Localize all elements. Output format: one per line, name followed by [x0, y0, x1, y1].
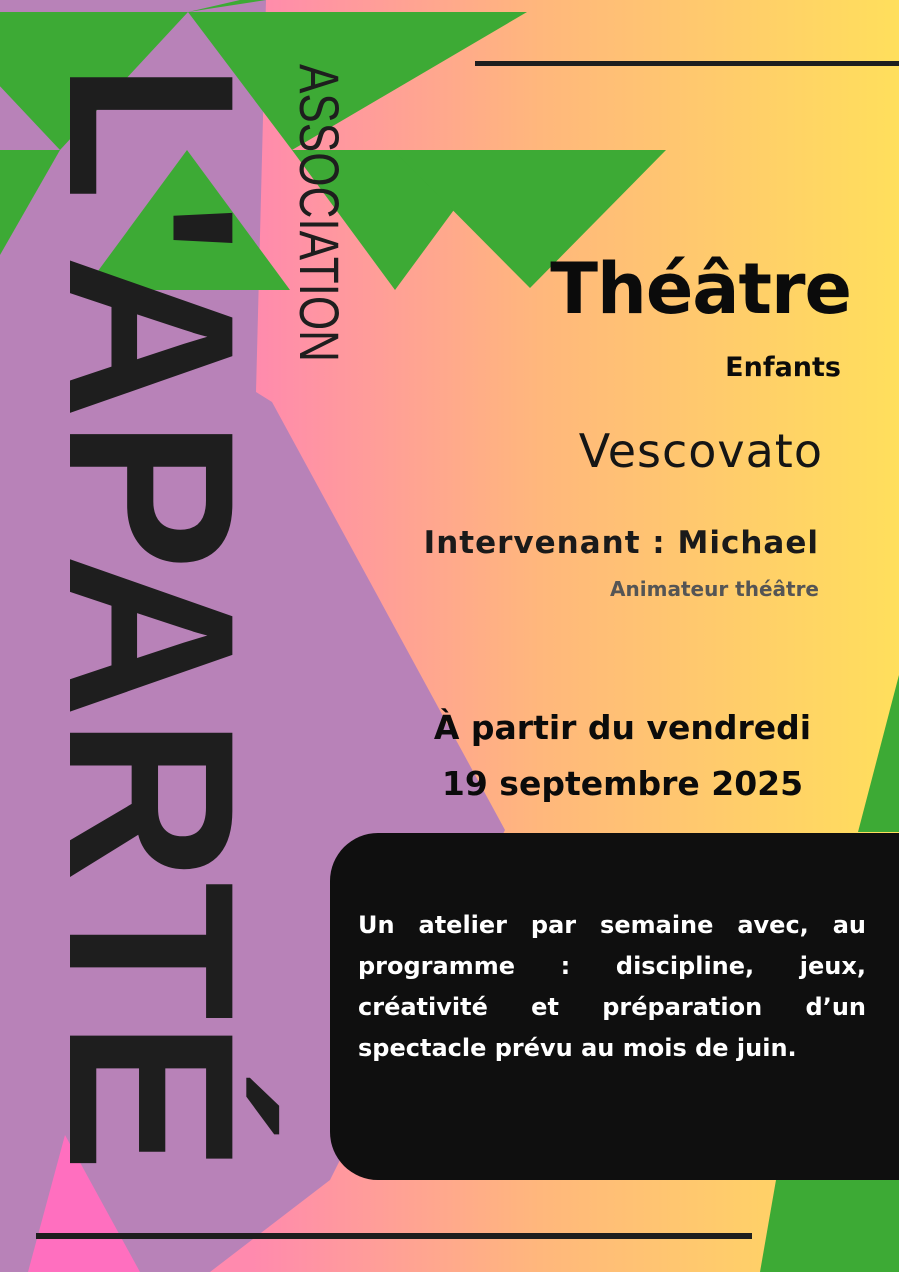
date-line-2: 19 septembre 2025 — [441, 764, 804, 803]
event-date — [405, 700, 840, 812]
divider-bottom — [36, 1233, 752, 1239]
date-line-1: À partir du vendredi — [433, 708, 812, 747]
divider-top — [475, 61, 899, 66]
event-title: Théâtre — [550, 248, 851, 330]
instructor-name: Intervenant : Michael — [423, 525, 819, 561]
event-location: Vescovato — [578, 424, 823, 478]
brand-logo: L'APARTÉ — [19, 62, 283, 1216]
instructor-role: Animateur théâtre — [610, 577, 819, 601]
event-description: Un atelier par semaine avec, au programme : discipline, jeux, créativité et préparation d’un spectacle prévu au mois de juin. — [358, 911, 866, 1062]
event-audience: Enfants — [725, 352, 841, 383]
brand-prefix: ASSOCIATION — [288, 64, 351, 443]
